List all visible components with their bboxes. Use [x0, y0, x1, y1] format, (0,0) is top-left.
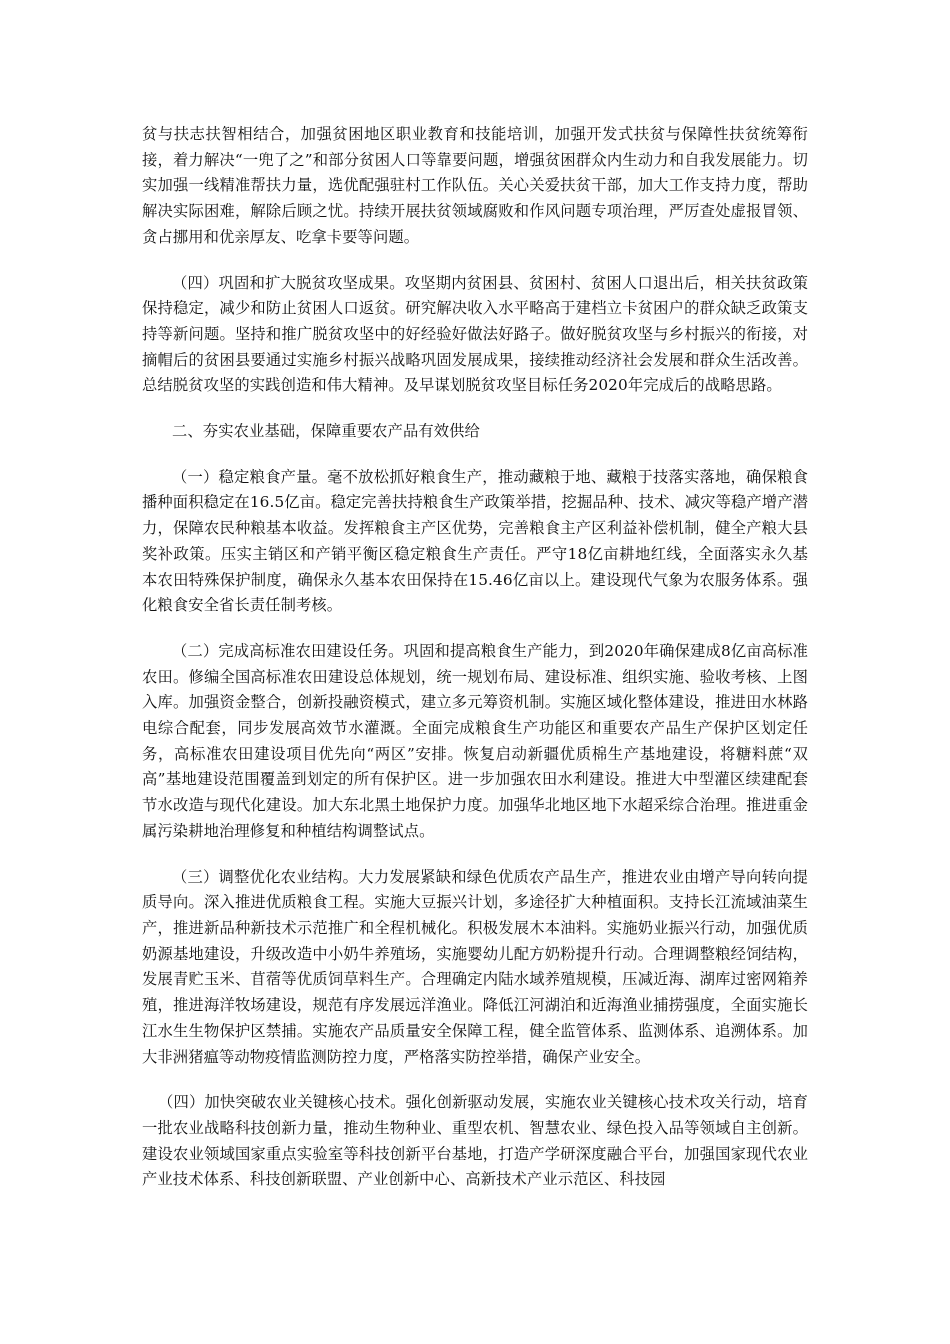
paragraph-agricultural-structure: （三）调整优化农业结构。大力发展紧缺和绿色优质农产品生产，推进农业由增产导向转向提质导向。深入推进优质粮食工程。实施大豆振兴计划，多途径扩大种植面积。支持长江流域油菜生产，推进新品种新技术示范推广和全程机械化。积极发展木本油料。实施奶业振兴行动，加强优质奶源基地建设，升级改造中小奶牛养殖场，实施婴幼儿配方奶粉提升行动。合理调整粮经饲结构，发展青贮玉米、苜蓿等优质饲草料生产。合理确定内陆水域养殖规模，压减近海、湖库过密网箱养殖，推进海洋牧场建设，规范有序发展远洋渔业。降低江河湖泊和近海渔业捕捞强度，全面实施长江水生生物保护区禁捕。实施农产品质量安全保障工程，健全监管体系、监测体系、追溯体系。加大非洲猪瘟等动物疫情监测防控力度，严格落实防控举措，确保产业安全。	[142, 867, 808, 1066]
paragraph-grain-output: （一）稳定粮食产量。毫不放松抓好粮食生产，推动藏粮于地、藏粮于技落实落地，确保粮食播种面积稳定在16.5亿亩。稳定完善扶持粮食生产政策举措，挖掘品种、技术、减灾等稳产增产潜力，保障农民种粮基本收益。发挥粮食主产区优势，完善粮食主产区利益补偿机制，健全产粮大县奖补政策。压实主销区和产销平衡区稳定粮食生产责任。严守18亿亩耕地红线，全面落实永久基本农田特殊保护制度，确保永久基本农田保持在15.46亿亩以上。建设现代气象为农服务体系。强化粮食安全省长责任制考核。	[142, 467, 808, 615]
paragraph-core-technology: （四）加快突破农业关键核心技术。强化创新驱动发展，实施农业关键核心技术攻关行动，培育一批农业战略科技创新力量，推动生物种业、重型农机、智慧农业、绿色投入品等领域自主创新。建设农业领域国家重点实验室等科技创新平台基地，打造产学研深度融合平台，加强国家现代农业产业技术体系、科技创新联盟、产业创新中心、高新技术产业示范区、科技园	[142, 1093, 808, 1189]
paragraph-consolidate-poverty-results: （四）巩固和扩大脱贫攻坚成果。攻坚期内贫困县、贫困村、贫困人口退出后，相关扶贫政策保持稳定，减少和防止贫困人口返贫。研究解决收入水平略高于建档立卡贫困户的群众缺乏政策支持等新问题。坚持和推广脱贫攻坚中的好经验好做法好路子。做好脱贫攻坚与乡村振兴的衔接，对摘帽后的贫困县要通过实施乡村振兴战略巩固发展成果，接续推动经济社会发展和群众生活改善。总结脱贫攻坚的实践创造和伟大精神。及早谋划脱贫攻坚目标任务2020年完成后的战略思路。	[142, 273, 808, 395]
paragraph-poverty-support: 贫与扶志扶智相结合，加强贫困地区职业教育和技能培训，加强开发式扶贫与保障性扶贫统筹衔接，着力解决“一兜了之”和部分贫困人口等靠要问题，增强贫困群众内生动力和自我发展能力。切实加强一线精准帮扶力量，选优配强驻村工作队伍。关心关爱扶贫干部，加大工作支持力度，帮助解决实际困难，解除后顾之忧。持续开展扶贫领域腐败和作风问题专项治理，严厉查处虚报冒领、贪占挪用和优亲厚友、吃拿卡要等问题。	[142, 125, 808, 246]
document-body	[142, 122, 808, 1213]
paragraph-farmland-construction: （二）完成高标准农田建设任务。巩固和提高粮食生产能力，到2020年确保建成8亿亩高标准农田。修编全国高标准农田建设总体规划，统一规划布局、建设标准、组织实施、验收考核、上图入库。加强资金整合，创新投融资模式，建立多元筹资机制。实施区域化整体建设，推进田水林路电综合配套，同步发展高效节水灌溉。全面完成粮食生产功能区和重要农产品生产保护区划定任务，高标准农田建设项目优先向“两区”安排。恢复启动新疆优质棉生产基地建设，将糖料蔗“双高”基地建设范围覆盖到划定的所有保护区。进一步加强农田水利建设。推进大中型灌区续建配套节水改造与现代化建设。加大东北黑土地保护力度。加强华北地区地下水超采综合治理。推进重金属污染耕地治理修复和种植结构调整试点。	[142, 641, 808, 840]
section-heading-agriculture: 二、夯实农业基础，保障重要农产品有效供给	[172, 422, 480, 441]
